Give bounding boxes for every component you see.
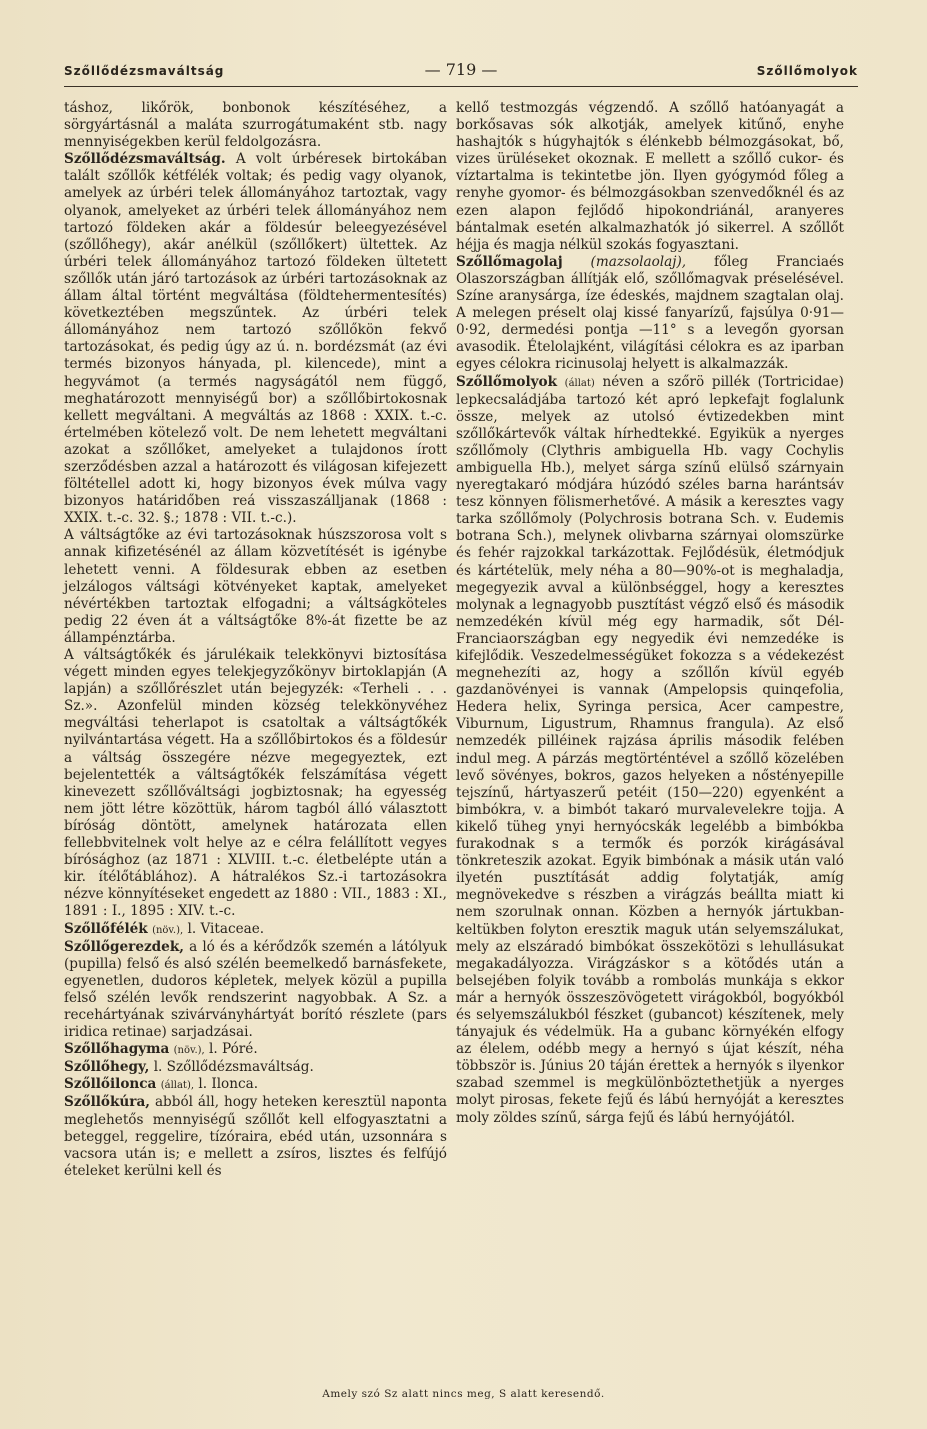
entry-body: néven a szőrö pillék (Tortricidae) lepkecsaládjába tartozó két apró lepkefajt foglalunk össze, melyek az utolsó évtizedekben mint szőllőkártevők váltak hírhedtekké. Egyikük a nyerges szőllőmoly (Clythris ambiguella Hb. vagy Cochylis ambiguella Hb.), melyet sárga színű elülső szárnyain nyeregtakaró módjára húzódó széles barna harántsáv tesz könnyen fölismerhetővé. A másik a keresztes vagy tarka szőllőmoly (Polychrosis botrana Sch. v. Eudemis botrana Sch.), melynek olivbarna szárnyai olomszürke és fehér rajzokkal tarkázottak. Fejlődésük, életmódjuk és kártételük, mely néha a 80—90%-ot is meghaladja, megegyezik avval a különbséggel, hogy a keresztes molynak a legnagyobb pusztítást végző első és második nemzedékén kívül még egy harmadik, sőt Dél-Franciaországban egy negyedik évi nemzedéke is kifejlődik. Veszedelmességüket fokozza s a védekezést megnehezíti az, hogy a szőllőn kívül egyéb gazdanövényei is vannak (Ampelopsis quinqefolia, Hedera helix, Syringa persica, Acer campestre, Viburnum, Ligustrum, Rhamnus frangula). Az első nemzedék pilléinek rajzása április második felében indul meg. A párzás megtörténtével a szőllő közelében levő sövényes, bokros, gazos helyeken a nőstényepille tejszínű, hártyaszerű petéit (150—220) egyenként a bimbókra, v. a bimbót takaró murvalevelekre tojja. A kikelő tüheg ynyi hernyócskák legelébb a bimbókba furakodnak s a termők és porzók kirágásával tönkreteszik azokat. Egyik bimbónak a másik után való ilyetén pusztítását addig folytatják, amíg megnövekedve s részben a virágzás beállta miatt ki nem szorulnak onnan. Közben a hernyók jártukban-keltükben folyton eresztik maguk után selyemszálukat, mely az elszáradó bimbókat összekötözi s lehullásukat megakadályozza. Virágzáskor s a kötődés után a belsejében folyik tovább a rombolás munkája s ekkor már a hernyók összeszövögetett virágokból, bogyókból és selyemszálukból fészket (gubancot) készítenek, mely tányajuk és védelmük. Ha a gubanc környékén elfogy az élelem, odébb megy a hernyó s újat készít, néha többször is. Június 20 táján érettek a hernyók s ilyenkor szabad szemmel is megkülönböztethetjük a nyerges molyt pirosas, fekete fejű és lábú hernyóját a keresztes moly zöldes színű, sárga fejű és lábú hernyójától. (456, 373, 844, 1126)
headword: Szőllőhegy, (64, 1059, 150, 1076)
abbreviation: (növ.), (152, 924, 184, 936)
entry-body: l. Ilonca. (194, 1076, 259, 1093)
entry-body: főleg Franciaés Olaszországban állítják elő, szőllőmagvak préselésével. Színe aranysárga, íze édeskés, majdnem szagtalan olaj. A melegen préselt olaj kissé fanyarízű, fajsúlya 0·91—0·92, dermedési pontja —11° s a levegőn gyorsan avasodik. Ételolajként, világítási célokra es az iparban egyes célokra ricinusolaj helyett is alkalmazzák. (456, 253, 844, 373)
headword: Szőllőgerezdek, (64, 938, 184, 955)
entry-paragraph: A váltságtőke az évi tartozásoknak húszszorosa volt s annak kifizetésénél az állam közvetítését is igénybe lehetett venni. A földesurak ebben az esetben jelzálogos váltsági kötvényeket kaptak, amelyeket névértékben tartoztak elfogadni; a váltságköteles pedig 22 éven át a váltságtőke 8%-át fizette be az állampénztárba. (64, 527, 447, 646)
abbreviation: (állat), (160, 1080, 195, 1092)
headword: Szőllőfélék (64, 920, 148, 937)
entry-szolloilonca (64, 1076, 447, 1094)
entry-szollomagolaj (456, 254, 844, 374)
headword: Szőllőmagolaj (456, 253, 563, 270)
headword: Szőllőilonca (64, 1076, 157, 1093)
headword: Szőllőkúra, (64, 1094, 151, 1111)
entry-continuation: kellő testmozgás végzendő. A szőllő hatóanyagát a borkősavas sók alkotják, amelyek kitűnő, enyhe hashajtók s húgyhajtók s élénkebb bélmozgásokat, bő, vizes ürüléseket okoznak. E mellett a szőllő cukor- és víztartalma is tekintetbe jön. Ilyen gyógymód főleg a renyhe gyomor- és bélmozgásokban szenvedőknél és az ezen alapon fejlődő hipokondriánál, aranyeres bántalmak esetén alkalmazhatók jó sikerrel. A szőllőt héjja és magja nélkül szokás fogyasztani. (456, 100, 844, 253)
entry-body: l. Vitaceae. (183, 920, 265, 937)
running-header (64, 62, 858, 87)
headword: Szőllődézsmaváltság. (64, 151, 226, 168)
entry-body: abból áll, hogy heteken keresztül naponta meglehetős mennyiségű szőllőt kell elfogyasztatni a beteggel, reggelire, tízóraira, ebéd után, uzsonnára s vacsora után is; e mellett a zsíros, lisztes és felfújó ételeket kerülni kell és (64, 1094, 447, 1179)
synonym: (mazsolaolaj), (562, 253, 687, 270)
abbreviation: (növ.), (173, 1045, 205, 1057)
entry-continuation: táshoz, likőrök, bonbonok készítéséhez, a sörgyártásnál a maláta szurrogátumaként stb. nagy mennyiségekben kerül feldolgozásra. (64, 100, 447, 151)
entry-szollokura (64, 1094, 447, 1179)
header-right-keyword: Szőllőmolyok (756, 64, 858, 78)
entry-szollofelek (64, 921, 447, 939)
entry-szollomolyok (456, 374, 844, 1127)
entry-body: a ló és a kérődzők szemén a látólyuk (pupilla) felső és alsó szélén beemelkedő barnásfekete, egyenetlen, dudoros képletek, melyek közül a pupilla felső szélén levők rendszerint nagyobbak. A Sz. a recehártyának szivárványhártyát borító részlete (pars iridica retinae) sarjadzásai. (64, 938, 447, 1041)
entry-szollogerezdek (64, 939, 447, 1042)
left-column (64, 100, 447, 1180)
headword: Szőllőhagyma (64, 1041, 170, 1058)
entry-szollohagyma (64, 1041, 447, 1059)
entry-body: l. Szőllődézsmaváltság. (149, 1059, 314, 1076)
entry-body: l. Póré. (204, 1041, 258, 1058)
entry-paragraph: A váltságtőkék és járulékaik telekkönyvi biztosítása végett minden egyes telekjegyzőkönyv birtoklapján (A lapján) a szőllőrészlet után bejegyzék: «Terheli . . . Sz.». Azonfelül minden község telekkönyvéhez megváltási teherlapot is csatoltak a váltságtőkék nyilvántartása végett. Ha a szőllőbirtokos és a földesúr a váltság összegére nézve megegyeztek, ezt bejelentették a váltságtőkék felszámítása végett kinevezett szőllőváltsági jogbiztosnak; ha egyesség nem jött létre közöttük, három tagból álló választott bíróság döntött, amelynek határozata ellen fellebbvitelnek volt helye az e célra felállított vegyes bírósághoz (az 1871 : XLVIII. t.-c. életbelépte után a kir. ítélőtáblához). A hátralékos Sz.-i tartozásokra nézve könnyítéseket engedett az 1880 : VII., 1883 : XI., 1891 : I., 1895 : XIV. t.-c. (64, 647, 447, 920)
entry-szollohegy (64, 1059, 447, 1076)
abbreviation: (állat) (564, 377, 595, 389)
page-number: — 719 — (424, 60, 498, 79)
header-left-keyword: Szőllődézsmaváltság (64, 64, 225, 78)
entry-body: A volt úrbéresek birtokában talált szőllők kétfélék voltak; és pedig vagy olyanok, amelyek az úrbéri telek állományához tartoztak, vagy olyanok, amelyeket az úrbéri telek állományához nem tartozó földeken akár a földesúr beleegyezésével (szőllőhegy), akár anélkül (szőllőkert) ültettek. Az úrbéri telek állományához tartozó földeken ültetett szőllők után járó tartozások az úrbéri tartozásoknak az állam által történt megváltása (földtehermentesítés) következtében megszűntek. Az úrbéri telek állományához nem tartozó szőllőkön fekvő tartozásokat, és pedig úgy az ú. n. bordézsmát (az évi termés bizonyos hányada, pl. kilencede), mint a hegyvámot (a termés nagyságától nem függő, meghatározott mennyiségű bor) a szőllőbirtokosnak kellett megváltani. A megváltás az 1868 : XXIX. t.-c. értelmében kötelező volt. De nem lehetett megváltani azokat a szőllőket, amelyeket a tulajdonos írott szerződésben azzal a határozott és világosan kifejezett föltétellel adott ki, hogy bizonyos évek múlva vagy bizonyos határidőben reá visszaszálljanak (1868 : XXIX. t.-c. 32. §.; 1878 : VII. t.-c.). (64, 151, 447, 527)
entry-szollodezsmavaltsag (64, 151, 447, 527)
headword: Szőllőmolyok (456, 373, 557, 390)
right-column (456, 100, 844, 1127)
footer-note: Amely szó Sz alatt nincs meg, S alatt keresendő. (322, 1388, 605, 1400)
